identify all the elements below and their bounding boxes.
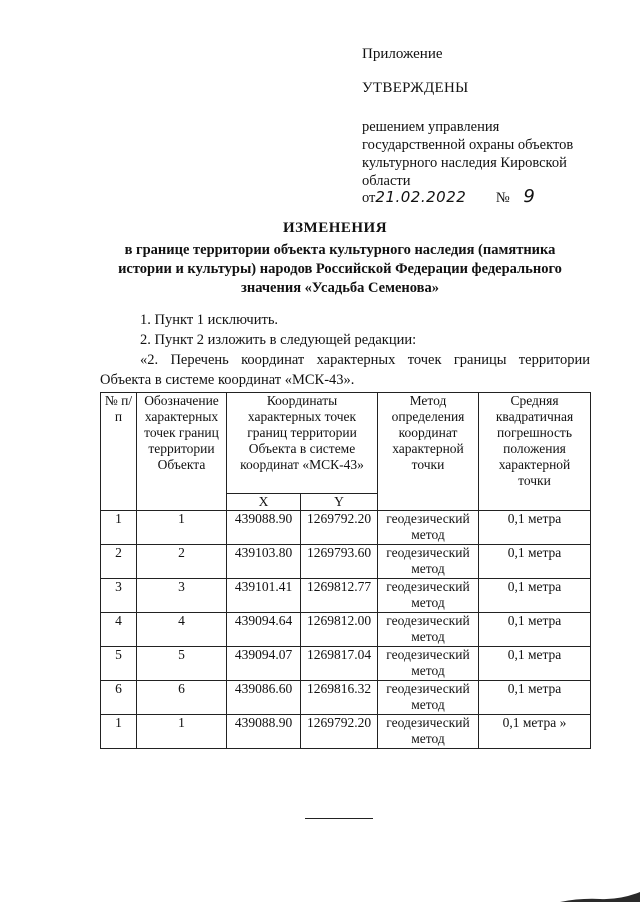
table-row (101, 681, 591, 715)
header-designation: Обозначение характерных точек границ территории Объекта (137, 393, 227, 511)
bottom-divider (305, 818, 373, 819)
cell-y: 1269793.60 (301, 545, 378, 579)
scan-smudge (560, 888, 640, 902)
cell-num: 1 (101, 511, 137, 545)
paragraph-3: «2. Перечень координат характерных точек границы территории (140, 352, 590, 368)
table-row (101, 647, 591, 681)
header-x: X (227, 494, 301, 511)
cell-y: 1269816.32 (301, 681, 378, 715)
cell-method: геодезический метод (378, 579, 479, 613)
cell-method: геодезический метод (378, 511, 479, 545)
approved-label: УТВЕРЖДЕНЫ (362, 80, 469, 96)
header-coordinates: Координаты характерных точек границ территории Объекта в системе координат «МСК-43» (227, 393, 378, 494)
cell-x: 439088.90 (227, 715, 301, 749)
cell-method: геодезический метод (378, 715, 479, 749)
cell-y: 1269792.20 (301, 511, 378, 545)
cell-method: геодезический метод (378, 613, 479, 647)
header-error: Средняя квадратичная погрешность положения характерной точки (479, 393, 591, 511)
subtitle-line: в границе территории объекта культурного наследия (памятника (124, 242, 556, 258)
cell-point: 1 (137, 511, 227, 545)
cell-x: 439094.64 (227, 613, 301, 647)
cell-error: 0,1 метра (479, 545, 591, 579)
cell-x: 439086.60 (227, 681, 301, 715)
cell-num: 1 (101, 715, 137, 749)
decision-text (362, 118, 612, 190)
number-sign: № (495, 190, 510, 206)
cell-method: геодезический метод (378, 681, 479, 715)
decision-line: области (362, 173, 411, 189)
table-row (101, 715, 591, 749)
handwritten-date: 21.02.2022 (375, 188, 467, 206)
cell-num: 4 (101, 613, 137, 647)
cell-y: 1269817.04 (301, 647, 378, 681)
cell-num: 5 (101, 647, 137, 681)
decision-line: культурного наследия Кировской (362, 155, 567, 171)
cell-point: 3 (137, 579, 227, 613)
appendix-label: Приложение (362, 46, 443, 62)
cell-method: геодезический метод (378, 545, 479, 579)
cell-error: 0,1 метра (479, 613, 591, 647)
paragraph-4: Объекта в системе координат «МСК-43». (100, 372, 355, 388)
header-num: № п/п (101, 393, 137, 511)
cell-point: 4 (137, 613, 227, 647)
cell-x: 439088.90 (227, 511, 301, 545)
cell-x: 439101.41 (227, 579, 301, 613)
cell-point: 6 (137, 681, 227, 715)
document-subtitle (95, 241, 585, 298)
table-row (101, 545, 591, 579)
cell-point: 5 (137, 647, 227, 681)
header-y: Y (301, 494, 378, 511)
date-prefix: от (362, 190, 376, 206)
coordinates-table (100, 392, 591, 749)
cell-error: 0,1 метра (479, 681, 591, 715)
cell-method: геодезический метод (378, 647, 479, 681)
cell-num: 3 (101, 579, 137, 613)
subtitle-line: значения «Усадьба Семенова» (241, 280, 439, 296)
table-row (101, 579, 591, 613)
cell-x: 439094.07 (227, 647, 301, 681)
document-title: ИЗМЕНЕНИЯ (282, 220, 388, 236)
cell-point: 2 (137, 545, 227, 579)
cell-y: 1269812.77 (301, 579, 378, 613)
table-row (101, 511, 591, 545)
cell-point: 1 (137, 715, 227, 749)
cell-error: 0,1 метра (479, 579, 591, 613)
cell-error: 0,1 метра » (479, 715, 591, 749)
cell-num: 6 (101, 681, 137, 715)
handwritten-number: 9 (523, 186, 536, 207)
table-row (101, 613, 591, 647)
cell-error: 0,1 метра (479, 647, 591, 681)
header-method: Метод определения координат характерной точки (378, 393, 479, 511)
date-number-line (362, 186, 535, 207)
table-header-row (101, 393, 591, 494)
cell-error: 0,1 метра (479, 511, 591, 545)
cell-x: 439103.80 (227, 545, 301, 579)
cell-num: 2 (101, 545, 137, 579)
subtitle-line: истории и культуры) народов Российской Федерации федерального (118, 261, 562, 277)
decision-line: решением управления (362, 119, 500, 135)
cell-y: 1269792.20 (301, 715, 378, 749)
paragraph-1: 1. Пункт 1 исключить. (140, 312, 279, 328)
paragraph-2: 2. Пункт 2 изложить в следующей редакции: (140, 332, 417, 348)
decision-line: государственной охраны объектов (362, 137, 574, 153)
cell-y: 1269812.00 (301, 613, 378, 647)
